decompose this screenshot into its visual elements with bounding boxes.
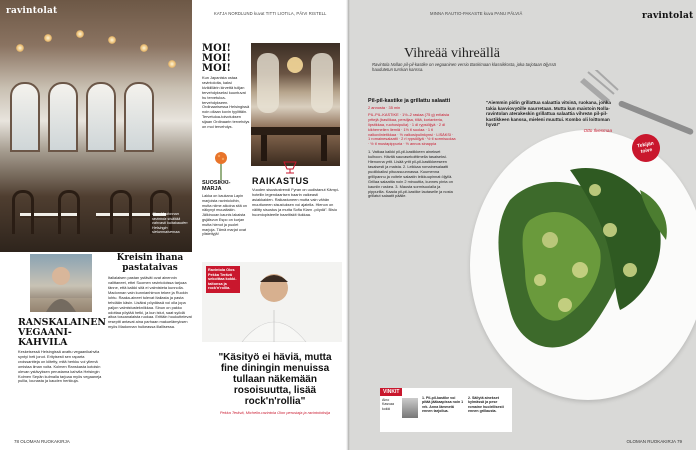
cafe-owner-illustration bbox=[30, 254, 92, 312]
tips-box bbox=[380, 388, 512, 432]
tip-1: 1. Pil-pil-kastike voi pitää jääkaapissa noin 1 vrk. Anna lämmetä ennen tarjoilua. bbox=[422, 396, 464, 414]
bar-interior-photo bbox=[251, 43, 340, 166]
chair-shape bbox=[110, 190, 132, 234]
page-number-left: 78 OLOMAN RUOKAKIRJA bbox=[14, 439, 70, 444]
raikastus-box bbox=[252, 176, 340, 217]
tips-tag: VINKIT bbox=[380, 388, 402, 396]
restaurant-photo bbox=[0, 0, 192, 252]
tips-author: Aino Kasvaa kokki bbox=[382, 398, 394, 411]
pull-quote-text: "Aiemmin pidin grillattua salaattia vitsinä, ruokana, jonka takia kavviovyöille naurretaan. Mutta kun maistoin Nolla-ravintolan aterakeskin grillattua salaattia vihreän pil-pil-kastikkeen kanssa, mieleni muuttui. Kombo oli loittoman hyvä!" bbox=[486, 100, 611, 128]
window-shape bbox=[124, 82, 154, 152]
recipe-name: Pil-pil-kastike ja grillattu salaatti bbox=[368, 98, 451, 104]
chef-quote bbox=[210, 352, 340, 415]
moi-title: MOI! MOI! MOI! bbox=[202, 43, 231, 74]
lamp-light bbox=[168, 60, 176, 68]
chef-caption: Ravintola Olos Pekka Terävä sekoittaa kokkitaitonsa ja rock'n'rollia. bbox=[206, 266, 240, 293]
plate bbox=[470, 127, 696, 400]
recipe-lead: Ravintola Nollan pil-pil-kastike on vegaaninen versio Baskimaan klassikkosta, joka tarjotaan öljyssä haudutetun turskan kanssa. bbox=[372, 62, 556, 73]
page-credit-left: KATJA NORDLUND kuvat TITTI LIOTILA, PÄIVI RISTELL bbox=[214, 11, 327, 16]
quote-text: "Käsityö ei häviä, mutta fine diningin menuissa tullaan näkemään rosoisuutta, lisää rock'n'rollia" bbox=[218, 352, 332, 407]
page-gutter bbox=[346, 0, 350, 450]
pull-quote bbox=[486, 100, 612, 134]
tip-2: 2. Säilytä ainekset kylmässä ja pese romaine huolellisesti ennen grillausta. bbox=[468, 396, 504, 414]
raikastus-title: RAIKASTUS bbox=[252, 176, 310, 186]
chair-shape bbox=[58, 190, 80, 234]
pull-quote-author: Otto Ilvesmaa bbox=[583, 127, 612, 133]
chef-tip-badge: Tekijän toive bbox=[630, 132, 662, 164]
cafe-owner-photo bbox=[30, 254, 92, 312]
chair-shape bbox=[12, 190, 34, 234]
pasta-section bbox=[108, 254, 192, 330]
page-number-right: OLOMAN RUOKAKIRJA 79 bbox=[626, 439, 682, 444]
lamp-light bbox=[16, 44, 24, 52]
moi-text: Kun Japanista ostaa ravintoloita, kaksi kivikiillärin kirvettä tulijan tervehdykseksi kuuntuvat hu tervetuloa-tervehdykseen. Ordinaarisessa Helsingissä noin ollaan kovin tyylittäin. Tervetuloa-toivotuksen sijaan Ordinaarin tervehdys on moi tervehdys. bbox=[202, 75, 250, 130]
kreisin-text: Italialaisen pastan ystävät ovat ainennin valittaneet, ettei Suomen ravintoloissa tarjoaa tänne, että kaikki sitä ei valmisteta kunnolla. Madonnan vain kunnianhimon tekee ja Ruokin lohtu. Raaka-aineet tulevat Italiasta ja pasta tehdään käsin. Lisäksi pöydässä voi olla jopa paljon valmistustekniikkaa. Sinun on pakko odottaa pöytää hetki, ja kun istut, saat syödä aitoa toscanalaista ruokaa. Erittäin houkuttelevat reseptit antavat aina parhaan makuelämyksen myös Madonnan huikeassa illallisessa. bbox=[108, 275, 192, 330]
ranska-text: Keskeisessä Helsingissä avattu vegaanikahvila syntyi heti jonot. Erityisesti sen raparta croissantteja on kiitetty, mitä herkku voi yllemä omistaa ilman voita. Kolmen Ranskasta kotoisin olevan ystävyksen perustama kahvila Helsingin Kolmen Sepän kulmalla tarjoaa myös vegaaneja pullia, lounasta ja kauden herkkuja. bbox=[18, 349, 102, 384]
window-shape bbox=[48, 82, 78, 152]
recipe-meta: 2 annosta · 35 min bbox=[368, 105, 401, 110]
recipe-title: Vihreää vihreällä bbox=[404, 46, 500, 61]
photo-caption: Olos Madonnan ravintola sisältää vahvasti kultakauden Helsingin sielunmaisemaa. bbox=[152, 212, 188, 235]
vegan-cafe-section bbox=[18, 318, 104, 384]
moi-box bbox=[202, 44, 250, 130]
favourite-berry-box bbox=[202, 180, 248, 237]
lamp-light bbox=[44, 34, 52, 42]
lamp-icon bbox=[280, 160, 300, 174]
grilled-salad-illustration bbox=[470, 127, 696, 400]
kreisin-title: Kreisin ihana pastataivas bbox=[116, 253, 184, 273]
suosikki-title: SUOSIKKI-MARJA bbox=[202, 180, 231, 192]
window-shape bbox=[10, 82, 40, 152]
recipe-steps: 1. Vatkaa kaikki pil-pil-kastikkeen ainekset kulhoon. Hävitä sauvasekoittimella tasaiseksi. Hienonna yrtit. Lisää yrtit pil-pil-kastikkeeseen tasaisesti ja maista. 2. Leikkaa romainesalaatti puolikkaiksi pituussuunnassa. Kuumenna grillipannu ja voitele salaatin leikkuupinnat öljyllä. Grillaa salaattia noin 2 minuuttia, kunnes pinta on kauniin ruskea. 3. Mausta sormisuolalla ja pippurilla. Kaada pil-pil-kastike lautaselle ja nosta grillatut salaatit päälle. bbox=[368, 149, 453, 199]
lamp-light bbox=[140, 44, 148, 52]
raikastus-text: Vuoden sisustustrendi Fyran on uudistanut Kämpi-hotellin legendaarisen baarin vaikeasti asiakkaiden. Raikastuneen mutta vain vähän muuttuneen sisustuksen voi ajatella. Hienon on välitty sisustus ja mutta Sofia Klarn -pöydä”. Bisio huomiopisteelle baaritiskit tiukkaa. bbox=[252, 187, 340, 217]
lamp-light bbox=[76, 30, 84, 38]
quote-author: Pekka Terävä, Michelin-ravintola Olon perustaja ja ravintoloitsija bbox=[219, 410, 331, 415]
bar-interior-illustration bbox=[251, 43, 340, 166]
tips-author-photo bbox=[402, 398, 418, 418]
cloudberry-icon bbox=[214, 150, 228, 180]
suosikki-text: Lakka on kaukana Lapin marjoista ravintoloihin, mutta niime aikoina sitä on näkynyt muualtakin. Jälkiruoan kaunis lakaista gsjälsvun Espo on kurjan mutta hienot ja puolet marjoja. Tämä marjat ovat ylistettyjä! bbox=[202, 194, 247, 237]
brand-logo-left: ravintolat bbox=[6, 6, 58, 16]
ingredients: PIL-PIL-KASTIKE · 1½–2 rasiaa (75 g) erilaisia yrttejä (basilikaa, persiljaa, tilliä, korianteria, lipstikkaa, ruohosipulia) · 1 dl rypsiöljyä · 2 dl kikhernelien liemiä · 1½ tl suolaa · 1 tl valkoviinietikkaa · ½ valkosipulinkynsi · LISÄKSI · 1 romainesalaatti · 2 rl rypsiöljyä · ½ tl sormisuolaa · ½ tl mustapippuria · ½ annos sinappia bbox=[368, 111, 456, 147]
recipe-column bbox=[368, 98, 456, 199]
ranska-title: RANSKALAINEN VEGAANI-KAHVILA bbox=[18, 317, 106, 348]
page-credit-right: MINNA RAUTIO-PAKASTE kuva PANU PÄLVIÄ bbox=[430, 11, 523, 16]
window-shape bbox=[86, 82, 116, 152]
lamp-light bbox=[108, 36, 116, 44]
brand-logo-right: ravintolat bbox=[642, 11, 694, 21]
